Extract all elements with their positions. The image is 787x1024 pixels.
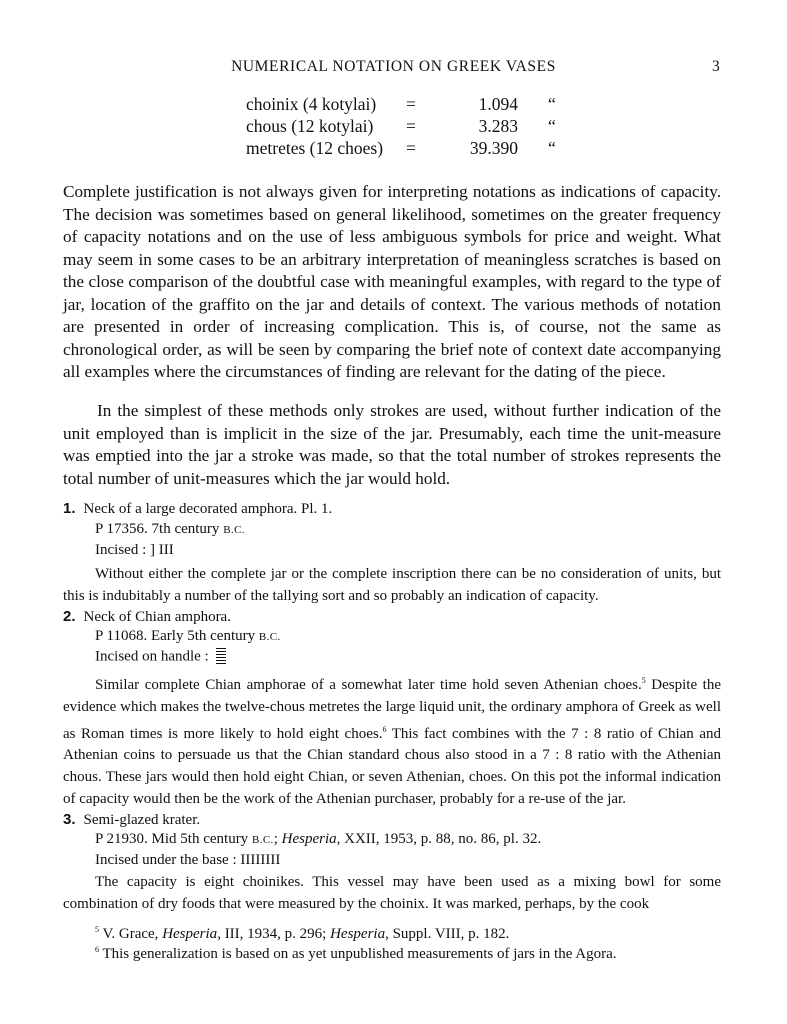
measure-ditto: “	[548, 138, 556, 158]
entry-era: B.C.	[251, 834, 274, 846]
entry-title: Neck of Chian amphora.	[83, 609, 231, 625]
horizontal-strokes-mark	[216, 648, 226, 666]
incised-mark: ] III	[149, 542, 174, 558]
entry-incised	[95, 542, 174, 559]
body-paragraph: In the simplest of these methods only strokes are used, without further indication of the unit employed than is implicit in the size of the jar. Presumably, each time the unit-measure was emptied into the jar a stroke was made, so that the total number of strokes represents the total number of unit-measures which the jar would hold.	[63, 401, 721, 488]
incised-label: Incised under the base :	[95, 852, 237, 868]
measure-ditto: “	[548, 94, 556, 114]
journal-title: Hesperia	[162, 926, 218, 942]
entry-comment: Without either the complete jar or the complete inscription there can be no consideration of units, but this is indubitably a number of the tallying sort and so probably an indication of capacity.	[63, 566, 721, 604]
ref-detail: , XXII, 1953, p. 88, no. 86, pl. 32.	[336, 831, 542, 847]
measures-table	[246, 93, 556, 159]
entry-ref: P 11068. Early 5th century	[95, 628, 256, 644]
entry-comment: The capacity is eight choinikes. This vessel may have been used as a mixing bowl for some combination of dry foods that were measured by the choinix. It was marked, perhaps, by the cook	[63, 874, 721, 912]
footnote-text: V. Grace,	[99, 926, 163, 942]
measure-unit: chous (12 kotylai)	[246, 116, 374, 136]
entry-ref: P 21930. Mid 5th century	[95, 831, 249, 847]
footnote-text: , III, 1934, p. 296;	[217, 926, 331, 942]
comment-part: This fact combines with the 7 : 8 ratio of Chian and Athenian coins to persuade us that the Chian standard chous also stood in a 7 : 8 ratio with the Athenian chous. These jars would then hold eight Chian, or seven Athenian, choes. On this pot the informal indication of capacity would then be the work of the Athenian purchaser, probably for a re-use of the jar.	[63, 725, 721, 807]
comment-part: Similar complete Chian amphorae of a somewhat later time hold seven Athenian choes.	[95, 677, 642, 693]
footnote-text: This generalization is based on as yet unpublished measurements of jars in the Agora.	[99, 946, 617, 962]
entry-ref: P 17356. 7th century	[95, 521, 220, 537]
entry-number: 3.	[63, 811, 76, 828]
measure-equals: =	[406, 116, 416, 136]
entry-era: B.C.	[223, 524, 245, 536]
incised-label: Incised :	[95, 542, 147, 558]
measure-unit: choinix (4 kotylai)	[246, 94, 377, 114]
entry-number: 1.	[63, 500, 76, 517]
entry-era: B.C.	[258, 631, 281, 643]
running-title: NUMERICAL NOTATION ON GREEK VASES	[231, 58, 556, 75]
measure-value: 1.094	[478, 94, 518, 114]
measure-row	[246, 93, 556, 115]
catalog-entry-heading	[63, 811, 200, 829]
incised-label: Incised on handle :	[95, 648, 209, 665]
footnote	[95, 925, 509, 943]
measure-row	[246, 137, 556, 159]
ref-sep: ;	[273, 831, 282, 847]
body-paragraph: Complete justification is not always given for interpreting notations as indications of capacity. The decision was sometimes based on general likelihood, sometimes on the greater frequency of capacity notations and on the use of less ambiguous symbols for price and weight. What may seem in some cases to be an arbitrary interpretation of meaningless scratches is based on the close comparison of the doubtful case with meaningful examples, with regard to the type of jar, location of the graffito on the jar and details of context. The various methods of notation are presented in order of increasing complication. This is, of course, not the same as chronological order, as will be seen by comparing the brief note of context date accompanying all examples where the circumstances of finding are relevant for the dating of the piece.	[63, 182, 721, 381]
footnote-mark: 5	[95, 925, 99, 934]
entry-incised	[95, 852, 280, 869]
measure-ditto: “	[548, 116, 556, 136]
journal-title: Hesperia	[281, 831, 337, 847]
footnote-ref[interactable]: 6	[382, 724, 387, 734]
footnote	[95, 945, 617, 963]
measure-unit: metretes (12 choes)	[246, 138, 384, 158]
entry-reference	[95, 628, 281, 645]
measure-value: 3.283	[478, 116, 518, 136]
measure-equals: =	[406, 138, 416, 158]
entry-reference	[95, 521, 245, 538]
catalog-entry-heading	[63, 608, 231, 626]
entry-title: Neck of a large decorated amphora. Pl. 1.	[83, 501, 333, 517]
comment-part: Despite the evidence which makes the twelve-chous metretes the large liquid unit, the ordinary amphora of Greek as well as Roman times is more likely to hold eight choes.	[63, 677, 721, 742]
footnote-mark: 6	[95, 945, 99, 954]
measure-value: 39.390	[469, 138, 518, 158]
incised-mark: IIIIIIII	[240, 852, 281, 868]
footnote-text: , Suppl. VIII, p. 182.	[385, 926, 510, 942]
entry-number: 2.	[63, 608, 76, 625]
measure-row	[246, 115, 556, 137]
page-number: 3	[712, 58, 720, 75]
catalog-entry-heading	[63, 500, 332, 518]
entry-reference	[95, 831, 541, 848]
journal-title: Hesperia	[330, 926, 386, 942]
entry-incised	[95, 648, 226, 666]
entry-comment	[63, 670, 721, 811]
measure-equals: =	[406, 94, 416, 114]
footnote-ref[interactable]: 5	[641, 676, 646, 685]
entry-title: Semi-glazed krater.	[83, 812, 201, 828]
